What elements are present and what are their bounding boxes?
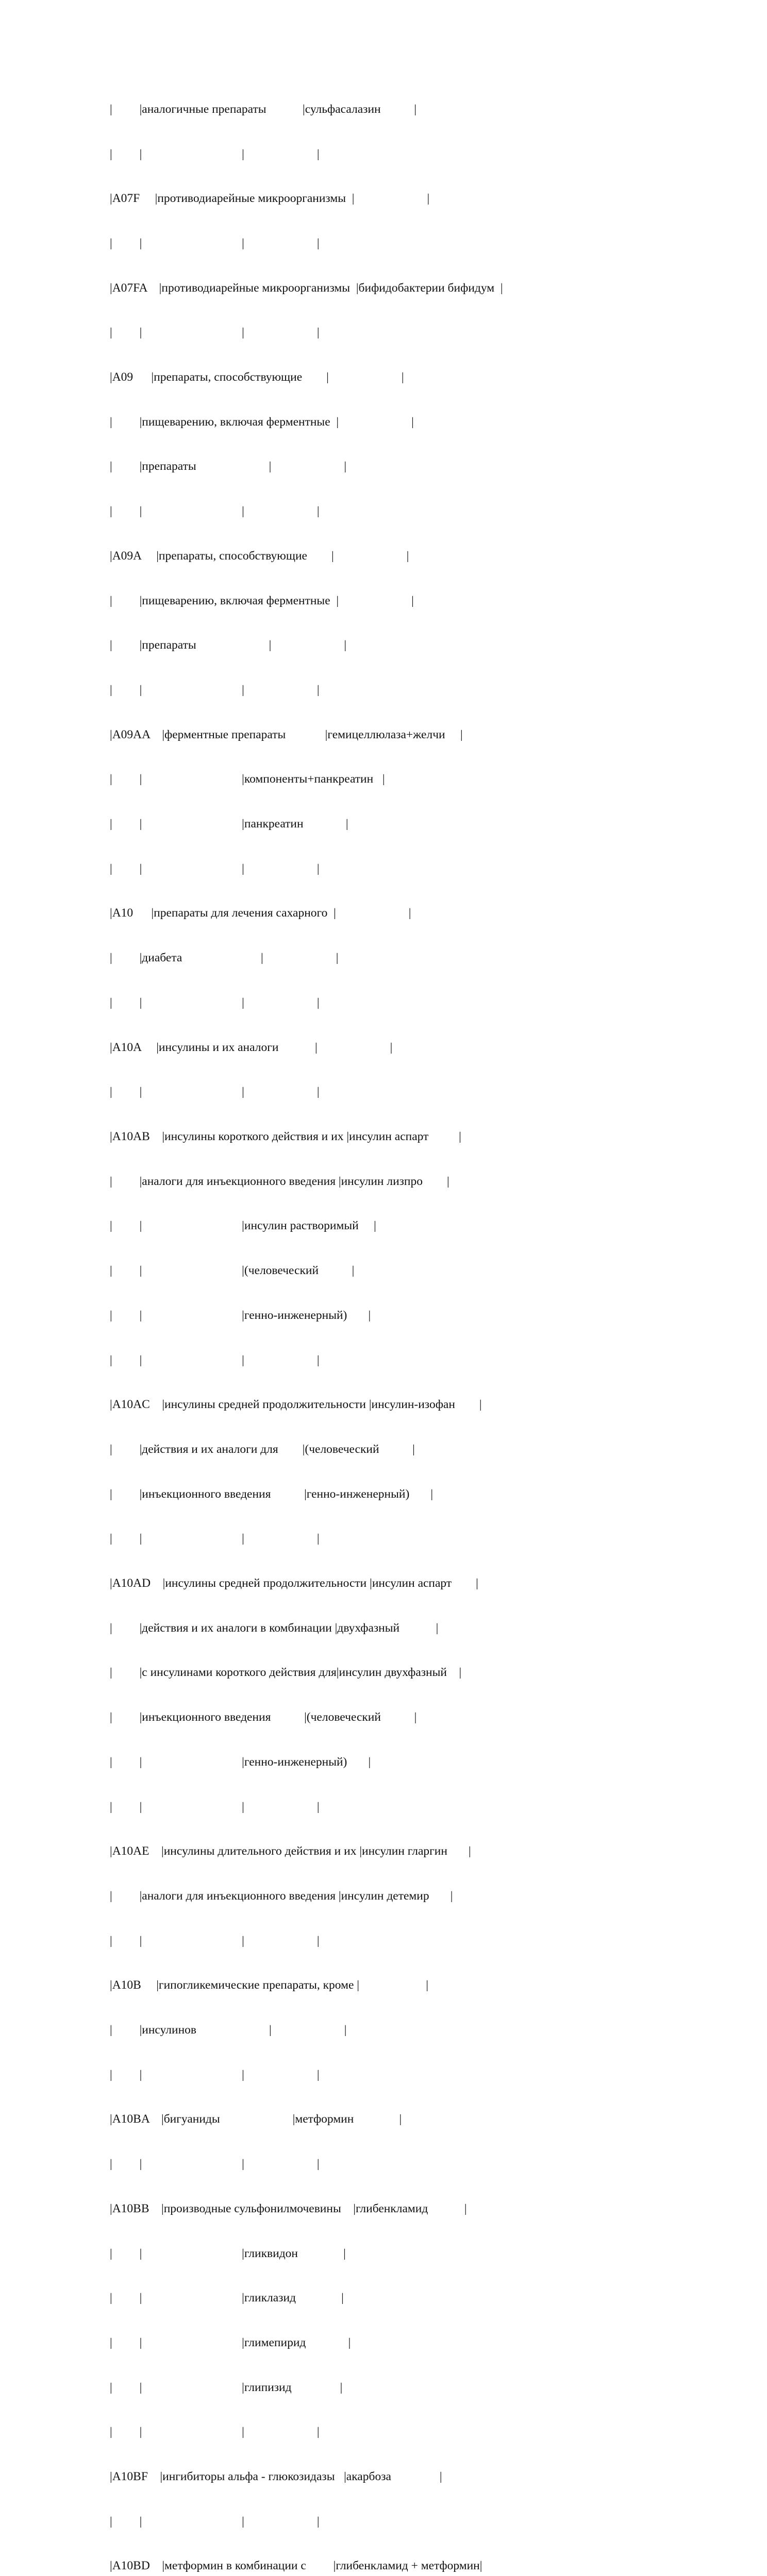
table-line: | | | | bbox=[110, 1800, 320, 1814]
table-line: |A10BA |бигуаниды |метформин | bbox=[110, 2112, 402, 2126]
table-line: | |препараты | | bbox=[110, 638, 347, 652]
table-line: | |действия и их аналоги в комбинации |двухфазный | bbox=[110, 1621, 439, 1635]
table-line: | | | | bbox=[110, 1532, 320, 1546]
table-line: | |аналогичные препараты |сульфасалазин | bbox=[110, 102, 416, 116]
table-line: | | |компоненты+панкреатин | bbox=[110, 772, 385, 786]
table-line: | | |инсулин растворимый | bbox=[110, 1219, 376, 1233]
table-line: | | |панкреатин | bbox=[110, 817, 348, 831]
table-line: | |препараты | | bbox=[110, 460, 347, 473]
table-line: | | |(человеческий | bbox=[110, 1264, 355, 1278]
table-line: | | | | bbox=[110, 2067, 320, 2081]
table-line: | |пищеварению, включая ферментные | | bbox=[110, 594, 414, 607]
table-line: |A10AE |инсулины длительного действия и их |инсулин гларгин | bbox=[110, 1844, 471, 1858]
table-line: | |действия и их аналоги для |(человеческий | bbox=[110, 1442, 415, 1456]
table-line: |A10AC |инсулины средней продолжительности |инсулин-изофан | bbox=[110, 1398, 482, 1412]
table-line: | | |гликвидон | bbox=[110, 2246, 346, 2260]
table-line: |A10BF |ингибиторы альфа - глюкозидазы |акарбоза | bbox=[110, 2470, 442, 2484]
table-line: |A07FA |противодиарейные микроорганизмы |бифидобактерии бифидум | bbox=[110, 281, 503, 295]
table-line: | | | | bbox=[110, 2425, 320, 2439]
table-line: | | |гликлазид | bbox=[110, 2291, 344, 2305]
table-line: |A09A |препараты, способствующие | | bbox=[110, 549, 409, 563]
table-line: | | | | bbox=[110, 861, 320, 875]
table-line: |A10A |инсулины и их аналоги | | bbox=[110, 1040, 393, 1054]
table-line: | |инъекционного введения |генно-инженерный) | bbox=[110, 1487, 433, 1501]
table-line: | |с инсулинами короткого действия для|инсулин двухфазный | bbox=[110, 1666, 462, 1680]
table-line: | | | | bbox=[110, 2157, 320, 2171]
table-line: |A10B |гипогликемические препараты, кроме | | bbox=[110, 1978, 428, 1992]
table-line: |A10BD |метформин в комбинации с |глибенкламид + метформин| bbox=[110, 2559, 482, 2573]
table-line: | | | | bbox=[110, 326, 320, 340]
table-line: | | | | bbox=[110, 236, 320, 250]
table-line: |A09AA |ферментные препараты |гемицеллюлаза+желчи | bbox=[110, 727, 463, 741]
table-line: | |аналоги для инъекционного введения |инсулин лизпро | bbox=[110, 1174, 449, 1188]
table-line: |A10 |препараты для лечения сахарного | | bbox=[110, 906, 411, 920]
table-line: | |инъекционного введения |(человеческий | bbox=[110, 1710, 417, 1724]
table-line: | |аналоги для инъекционного введения |инсулин детемир | bbox=[110, 1889, 453, 1903]
table-line: | | |генно-инженерный) | bbox=[110, 1755, 371, 1769]
table-line: |A10BB |производные сульфонилмочевины |глибенкламид | bbox=[110, 2201, 467, 2215]
table-line: | | | | bbox=[110, 1934, 320, 1947]
table-line: | | | | bbox=[110, 147, 320, 161]
table-line: | | | | bbox=[110, 504, 320, 518]
atc-code-table bbox=[110, 72, 503, 2576]
table-line: |A07F |противодиарейные микроорганизмы | | bbox=[110, 192, 430, 206]
table-line: | | | | bbox=[110, 2514, 320, 2528]
table-line: | |пищеварению, включая ферментные | | bbox=[110, 415, 414, 429]
table-line: | | | | bbox=[110, 1085, 320, 1099]
table-line: | |диабета | | bbox=[110, 951, 339, 965]
table-line: | | |глимепирид | bbox=[110, 2335, 351, 2349]
table-line: |A10AD |инсулины средней продолжительности |инсулин аспарт | bbox=[110, 1577, 478, 1590]
table-line: | | |генно-инженерный) | bbox=[110, 1308, 371, 1322]
table-line: | | | | bbox=[110, 995, 320, 1009]
table-line: | | | | bbox=[110, 1353, 320, 1367]
table-line: | |инсулинов | | bbox=[110, 2023, 347, 2037]
table-line: | | |глипизид | bbox=[110, 2380, 343, 2394]
table-line: |A10AB |инсулины короткого действия и их |инсулин аспарт | bbox=[110, 1129, 461, 1143]
table-line: |A09 |препараты, способствующие | | bbox=[110, 370, 404, 384]
table-line: | | | | bbox=[110, 683, 320, 697]
